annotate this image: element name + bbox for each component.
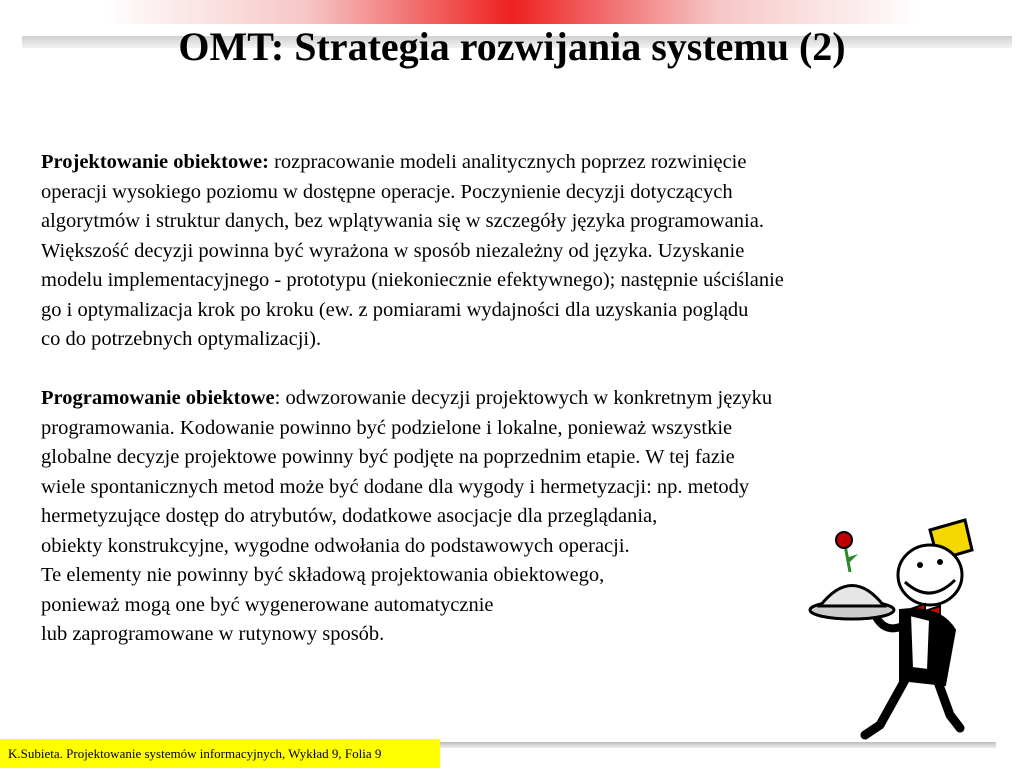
footer-bar [440,742,996,748]
text-line: go i optymalizacja krok po kroku (ew. z pomiarami wydajności dla uzyskania poglądu [41,298,749,321]
text-line: co do potrzebnych optymalizacji). [41,328,322,350]
footer-credits: K.Subieta. Projektowanie systemów informacyjnych, Wykład 9, Folia 9 [0,739,440,768]
top-gradient-bar [0,0,1024,24]
slide-title: OMT: Strategia rozwijania systemu (2) [178,24,846,69]
paragraph-lead: Projektowanie obiektowe: [41,151,269,173]
text-line: modelu implementacyjnego - prototypu (niekoniecznie efektywnego); następnie uściślanie [41,269,784,291]
text-line: programowania. Kodowanie powinno być podzielone i lokalne, ponieważ wszystkie [41,416,733,439]
text-line: lub zaprogramowane w rutynowy sposób. [41,623,385,645]
text-line: hermetyzujące dostęp do atrybutów, dodatkowe asocjacje dla przeglądania, [41,505,658,527]
paragraph-lead: Programowanie obiektowe [41,387,275,409]
text-line: : odwzorowanie decyzji projektowych w konkretnym języku [274,387,773,409]
text-line: Większość decyzji powinna być wyrażona w sposób niezależny od języka. Uzyskanie [41,239,745,262]
text-line: algorytmów i struktur danych, bez wplątywania się w szczegóły języka programowania. [41,210,764,232]
text-line: ponieważ mogą one być wygenerowane automatycznie [41,593,494,616]
paragraph-projektowanie [41,148,986,355]
text-line: rozpracowanie modeli analitycznych poprzez rozwinięcie [268,151,747,173]
text-line: operacji wysokiego poziomu w dostępne operacje. Poczynienie decyzji dotyczących [41,180,733,203]
text-line: globalne decyzje projektowe powinny być podjęte na poprzednim etapie. W tej fazie [41,446,735,468]
waiter-with-tray-icon [780,510,980,740]
paragraph-gap [41,355,986,385]
text-line: wiele spontanicznych metod może być dodane dla wygody i hermetyzacji: np. metody [41,475,750,498]
text-line: Te elementy nie powinny być składową projektowania obiektowego, [41,564,605,586]
text-line: obiekty konstrukcyjne, wygodne odwołania do podstawowych operacji. [41,534,630,557]
